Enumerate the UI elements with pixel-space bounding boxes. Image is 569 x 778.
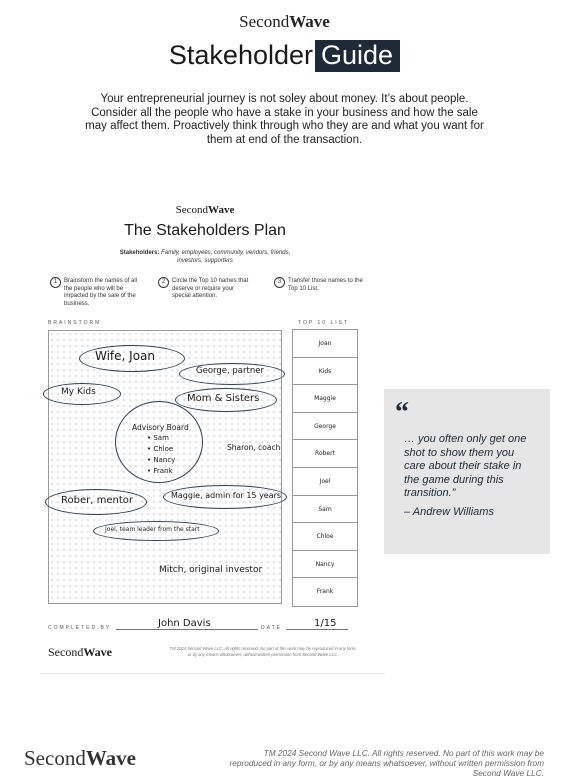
top10-row: Robert: [293, 440, 357, 468]
top10-row: Sam: [293, 496, 357, 524]
completed-by-label: COMPLETED BY: [48, 625, 112, 631]
advisory-member: • Frank: [147, 467, 173, 475]
brainstorm-sharon: Sharon, coach: [227, 443, 281, 452]
brand-logo-bottom-part1: Second: [24, 746, 86, 770]
page-title-highlight: Guide: [315, 40, 400, 72]
brainstorm-rober: Rober, mentor: [61, 495, 133, 506]
brainstorm-kids: My Kids: [61, 387, 96, 397]
brand-logo-bottom: [24, 746, 136, 771]
advisory-member: • Nancy: [147, 456, 176, 464]
top10-row: Maggie: [293, 385, 357, 413]
step-1-number: 1: [50, 277, 61, 288]
top10-row: Frank: [316, 588, 334, 596]
quote-author: – Andrew Williams: [404, 506, 494, 518]
advisory-member: • Chloe: [147, 445, 174, 453]
step-2-number: 2: [158, 277, 169, 288]
top10-row: George: [293, 413, 357, 441]
top10-list: [292, 329, 358, 607]
stakeholders-line: [110, 249, 300, 265]
top10-row: Chloe: [293, 523, 357, 551]
brainstorm-label: BRAINSTORM: [48, 320, 102, 326]
worksheet-footer-logo: [48, 645, 112, 660]
step-3-text: Transfer those names to the Top 10 List.: [288, 278, 363, 292]
quote-text: … you often only get one shot to show them you care about their stake in the game during this transition.”: [404, 433, 527, 499]
worksheet-brand-logo: [40, 204, 370, 216]
top10-row: Joel: [293, 468, 357, 496]
brainstorm-wife: Wife, Joan: [95, 349, 156, 363]
step-1-text: Brainstorm the names of all the people who will be impacted by the sale of the business.: [64, 278, 138, 307]
top10-label: TOP 10 LIST: [298, 320, 349, 326]
top10-row: Joan: [293, 330, 357, 358]
brand-logo-bottom-part2: Wave: [85, 746, 136, 770]
footer-copyright: TM 2024 Second Wave LLC. All rights reserved. No part of this work may be reproduced in any form, or by any means whatsoever, without written permission from Second Wave LLC.: [229, 748, 544, 778]
completed-by-line: [116, 629, 258, 630]
completed-by-row: [48, 618, 358, 632]
advisory-member: • Sam: [147, 434, 169, 442]
date-line: [286, 629, 348, 630]
brainstorm-george: George, partner: [196, 366, 264, 376]
brainstorm-mom: Mom & Sisters: [187, 393, 260, 404]
quote-mark-icon: “: [395, 397, 409, 428]
worksheet-footer-logo-part1: Second: [48, 645, 84, 659]
brainstorm-advisory-title: Advisory Board: [132, 423, 189, 432]
stakeholders-label: Stakeholders:: [119, 250, 160, 256]
stakeholders-worksheet: [40, 198, 385, 674]
top10-row: Nancy: [293, 551, 357, 579]
step-3-number: 3: [274, 277, 285, 288]
date-value: 1/15: [314, 618, 337, 629]
worksheet-footer-logo-part2: Wave: [83, 645, 112, 659]
worksheet-brand-part2: Wave: [208, 204, 235, 216]
worksheet-copyright: TM 2024 Second Wave LLC. All rights reserved. No part of this work may be reproduced in any form, or by any means whatsoever, without written permission from Second Wave LLC.: [169, 646, 357, 657]
top10-row: Kids: [293, 358, 357, 386]
brand-logo-part1: Second: [239, 12, 290, 31]
page-title-main: Stakeholder: [168, 40, 314, 70]
brainstorm-joel: Joel, team leader from the start: [105, 526, 200, 533]
brainstorm-board: [48, 330, 282, 604]
date-label: DATE: [261, 625, 282, 631]
stakeholders-text: Family, employees, community, vendors, friends, investors, supporters: [159, 250, 291, 264]
brainstorm-mitch: Mitch, original investor: [159, 565, 263, 575]
brainstorm-maggie: Maggie, admin for 15 years: [171, 491, 282, 500]
intro-paragraph: Your entrepreneurial journey is not soley about money. It’s about people. Consider all the people who have a stake in your business and how the sale may affect them. Proactively think through who they are and what you want for them at end of the transaction.: [85, 93, 484, 146]
completed-by-value: John Davis: [158, 618, 211, 629]
brand-logo-top: [0, 12, 569, 32]
worksheet-title: The Stakeholders Plan: [124, 222, 286, 239]
page-title: [0, 38, 569, 72]
quote-box: [384, 389, 550, 554]
brand-logo-part2: Wave: [289, 12, 330, 31]
step-2-text: Circle the Top 10 names that deserve or require your special attention.: [172, 278, 249, 299]
worksheet-brand-part1: Second: [175, 204, 209, 216]
